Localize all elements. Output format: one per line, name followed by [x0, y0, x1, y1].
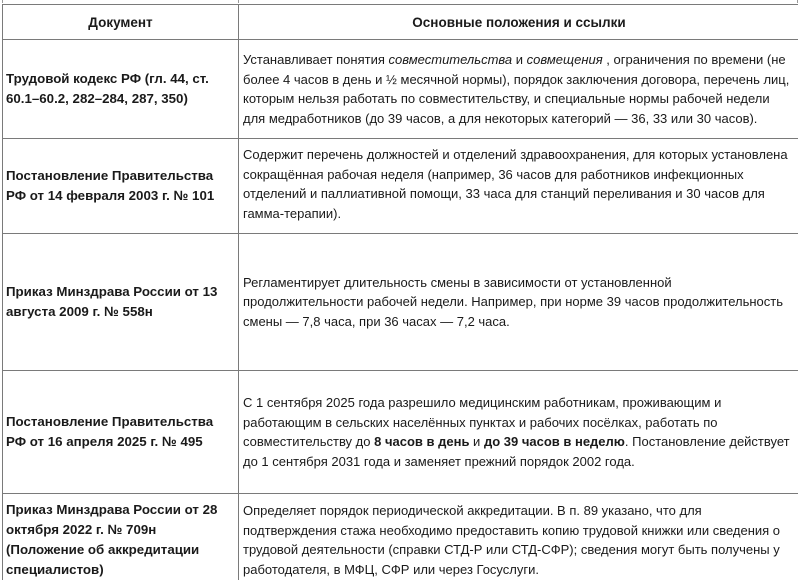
column-border-stub	[238, 0, 239, 3]
document-cell: Постановление Правительства РФ от 14 февраля 2003 г. № 101	[3, 139, 239, 234]
provisions-bold: до 39 часов в неделю	[483, 434, 625, 449]
provisions-cell	[239, 40, 798, 139]
header-provisions: Основные положения и ссылки	[239, 5, 798, 40]
provisions-text: С 1 сентября 2025 года разрешило медицинским работникам, проживающим и работающим в сельских населённых пунктах и рабочих посёлках, работать по совместительству до	[243, 395, 722, 449]
provisions-text: . Постановление действует до 1 сентября 2031 года и заменяет прежний порядок 2002 года.	[243, 434, 790, 469]
column-border-stub	[2, 0, 3, 3]
regulations-table	[2, 4, 798, 580]
header-document: Документ	[3, 5, 239, 40]
provisions-cell: Регламентирует длительность смены в зависимости от установленной продолжительности рабочей недели. Например, при норме 39 часов продолжительность смены — 7,8 часа, при 36 часах — 7,2 часа.	[239, 234, 798, 371]
provisions-text: Устанавливает понятия	[243, 52, 389, 67]
table-row	[3, 494, 798, 580]
provisions-text: и	[469, 434, 484, 449]
provisions-text: , ограничения по времени (не более 4 часов в день и ½ месячной нормы), порядок заключения договора, перечень лиц, которым нельзя работать по совместительству, и специальные нормы рабочей недели для медработников (до 39 часов, а для некоторых категорий — 36, 33 или 30 часов).	[243, 52, 790, 126]
provisions-cell: Содержит перечень должностей и отделений здравоохранения, для которых установлена сокращённая рабочая неделя (например, 36 часов для работников инфекционных отделений и паллиативной помощи, 33 часа для станций переливания и 30 часов для гамма-терапии).	[239, 139, 798, 234]
document-cell: Трудовой кодекс РФ (гл. 44, ст. 60.1–60.2, 282–284, 287, 350)	[3, 40, 239, 139]
document-cell: Приказ Минздрава России от 28 октября 2022 г. № 709н (Положение об аккредитации специалистов)	[3, 494, 239, 580]
table-row	[3, 139, 798, 234]
document-cell: Приказ Минздрава России от 13 августа 2009 г. № 558н	[3, 234, 239, 371]
provisions-emphasis: совместительства	[388, 52, 513, 67]
table-row	[3, 40, 798, 139]
provisions-bold: 8 часов в день	[374, 434, 470, 449]
table-header-row	[3, 5, 798, 40]
provisions-text: и	[512, 52, 527, 67]
provisions-cell	[239, 371, 798, 494]
table-row	[3, 371, 798, 494]
document-cell: Постановление Правительства РФ от 16 апреля 2025 г. № 495	[3, 371, 239, 494]
table-row	[3, 234, 798, 371]
provisions-cell: Определяет порядок периодической аккредитации. В п. 89 указано, что для подтверждения стажа необходимо предоставить копию трудовой книжки или сведения о трудовой деятельности (справки СТД-Р или СТД-СФР); сведения могут быть получены у работодателя, в МФЦ, СФР или через Госуслуги.	[239, 494, 798, 580]
provisions-emphasis: совмещения	[526, 52, 603, 67]
